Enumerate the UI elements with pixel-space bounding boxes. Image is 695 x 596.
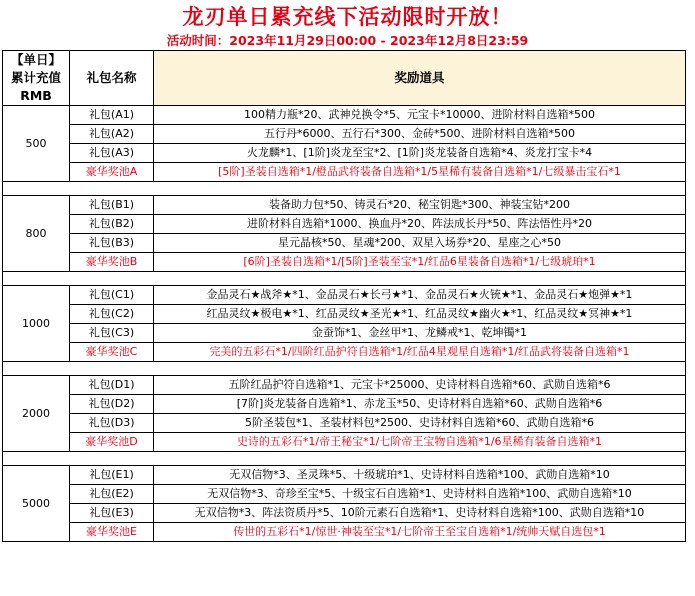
table-row	[3, 215, 686, 234]
table-row	[3, 125, 686, 144]
table-row	[3, 485, 686, 504]
premium-pool-name: 豪华奖池E	[70, 523, 154, 542]
package-name: 礼包(E2)	[70, 485, 154, 504]
header-tier	[3, 51, 70, 106]
tier-amount: 2000	[3, 376, 70, 452]
package-items: 无双信物*3、圣灵珠*5、十级琥珀*1、史诗材料自选箱*100、武勋自选箱*10	[154, 466, 686, 485]
premium-pool-items: [6阶]圣装自选箱*1/[5阶]圣装至宝*1/红品6星装备自选箱*1/七级琥珀*1	[154, 253, 686, 272]
package-name: 礼包(C1)	[70, 286, 154, 305]
package-items: [7阶]炎龙装备自选箱*1、赤龙玉*50、史诗材料自选箱*60、武勋自选箱*6	[154, 395, 686, 414]
premium-pool-name: 豪华奖池B	[70, 253, 154, 272]
package-items: 装备助力包*50、铸灵石*20、秘宝钥匙*300、神装宝钻*200	[154, 196, 686, 215]
package-name: 礼包(A2)	[70, 125, 154, 144]
premium-pool-items: 完美的五彩石*1/四阶红品护符自选箱*1/红品4星观星自选箱*1/红品武将装备自选箱*1	[154, 343, 686, 362]
table-row	[3, 433, 686, 452]
page-title: 龙刃单日累充线下活动限时开放！	[182, 4, 513, 29]
package-items: 无双信物*3、奇珍至宝*5、十级宝石自选箱*1、史诗材料自选箱*100、武勋自选箱*10	[154, 485, 686, 504]
spacer-cell	[3, 452, 686, 466]
package-name: 礼包(B3)	[70, 234, 154, 253]
table-row	[3, 376, 686, 395]
table-row	[3, 466, 686, 485]
tier-amount: 500	[3, 106, 70, 182]
table-row	[3, 253, 686, 272]
table-row	[3, 163, 686, 182]
package-items: 金蚕饰*1、金丝甲*1、龙鳞戒*1、乾坤镯*1	[154, 324, 686, 343]
package-items: 星元晶核*50、星魂*200、双星入场券*20、星座之心*50	[154, 234, 686, 253]
table-row	[3, 305, 686, 324]
table-row	[3, 286, 686, 305]
table-row	[3, 106, 686, 125]
table-row	[3, 234, 686, 253]
table-row	[3, 144, 686, 163]
package-name: 礼包(E3)	[70, 504, 154, 523]
tier-spacer	[3, 182, 686, 196]
header-tier-line1: 【单日】	[10, 52, 61, 67]
table-row	[3, 324, 686, 343]
header-tier-line3: RMB	[20, 88, 52, 103]
rewards-table	[2, 50, 686, 542]
spacer-cell	[3, 272, 686, 286]
table-row	[3, 343, 686, 362]
header-rewards: 奖励道具	[154, 51, 686, 106]
package-items: 红品灵纹★极电★*1、红品灵纹★圣光★*1、红品灵纹★幽火★*1、红品灵纹★冥神★*1	[154, 305, 686, 324]
package-items: 100精力瓶*20、武神兑换令*5、元宝卡*10000、进阶材料自选箱*500	[154, 106, 686, 125]
package-items: 5阶圣装包*1、圣装材料包*2500、史诗材料自选箱*60、武勋自选箱*6	[154, 414, 686, 433]
tier-spacer	[3, 272, 686, 286]
package-name: 礼包(B1)	[70, 196, 154, 215]
package-items: 金品灵石★战斧★*1、金品灵石★长弓★*1、金品灵石★火铳★*1、金品灵石★炮弹★*1	[154, 286, 686, 305]
spacer-cell	[3, 362, 686, 376]
table-row	[3, 523, 686, 542]
header-package: 礼包名称	[70, 51, 154, 106]
package-name: 礼包(C3)	[70, 324, 154, 343]
package-items: 无双信物*3、阵法资质丹*5、10阶元素石自选箱*1、史诗材料自选箱*100、武勋自选箱*10	[154, 504, 686, 523]
package-name: 礼包(A1)	[70, 106, 154, 125]
table-row	[3, 414, 686, 433]
premium-pool-items: 史诗的五彩石*1/帝王秘宝*1/七阶帝王宝物自选箱*1/6星稀有装备自选箱*1	[154, 433, 686, 452]
premium-pool-items: 传世的五彩石*1/惊世·神装至宝*1/七阶帝王至宝自选箱*1/统帅天赋自选包*1	[154, 523, 686, 542]
header-tier-line2: 累计充值	[10, 70, 61, 85]
package-name: 礼包(D3)	[70, 414, 154, 433]
package-name: 礼包(C2)	[70, 305, 154, 324]
table-body	[3, 106, 686, 542]
package-items: 五阶红品护符自选箱*1、元宝卡*25000、史诗材料自选箱*60、武勋自选箱*6	[154, 376, 686, 395]
premium-pool-items: [5阶]圣装自选箱*1/橙品武将装备自选箱*1/5星稀有装备自选箱*1/七级暴击宝石*1	[154, 163, 686, 182]
table-row	[3, 504, 686, 523]
package-items: 火龙麟*1、[1阶]炎龙至宝*2、[1阶]炎龙装备自选箱*4、炎龙打宝卡*4	[154, 144, 686, 163]
package-items: 进阶材料自选箱*1000、换血丹*20、阵法成长丹*50、阵法悟性丹*20	[154, 215, 686, 234]
table-row	[3, 395, 686, 414]
package-name: 礼包(D2)	[70, 395, 154, 414]
event-period: 活动时间：2023年11月29日00:00 - 2023年12月8日23:59	[166, 33, 529, 48]
table-row	[3, 196, 686, 215]
tier-amount: 5000	[3, 466, 70, 542]
premium-pool-name: 豪华奖池D	[70, 433, 154, 452]
premium-pool-name: 豪华奖池A	[70, 163, 154, 182]
package-name: 礼包(A3)	[70, 144, 154, 163]
package-name: 礼包(B2)	[70, 215, 154, 234]
tier-spacer	[3, 362, 686, 376]
tier-amount: 1000	[3, 286, 70, 362]
premium-pool-name: 豪华奖池C	[70, 343, 154, 362]
table-header-row	[3, 51, 686, 106]
package-items: 五行丹*6000、五行石*300、金砖*500、进阶材料自选箱*500	[154, 125, 686, 144]
package-name: 礼包(E1)	[70, 466, 154, 485]
tier-amount: 800	[3, 196, 70, 272]
tier-spacer	[3, 452, 686, 466]
package-name: 礼包(D1)	[70, 376, 154, 395]
spacer-cell	[3, 182, 686, 196]
